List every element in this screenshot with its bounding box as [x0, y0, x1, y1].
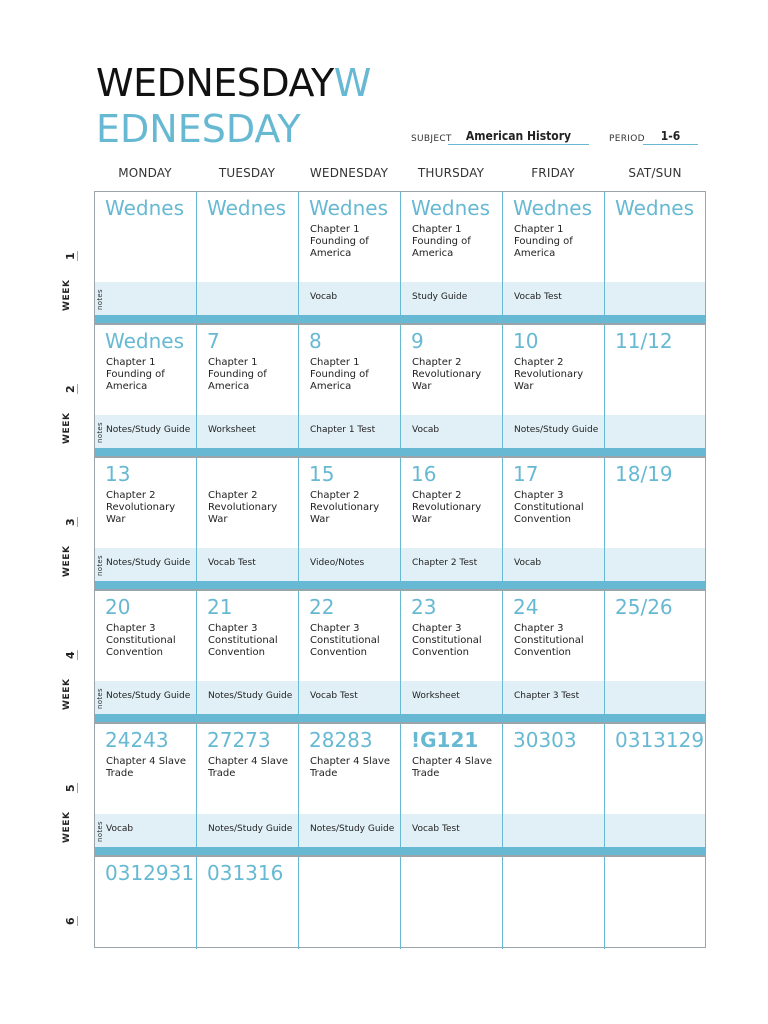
lesson-note: Chapter 2 Test: [412, 558, 478, 568]
week-block-2: [94, 324, 706, 457]
day-number: 11/12: [615, 329, 673, 353]
day-number: Wednes: [207, 196, 287, 220]
lesson-note: Notes/Study Guide: [106, 558, 191, 568]
day-cell[interactable]: [401, 192, 503, 317]
lesson-content: Chapter 2 Revolutionary War: [412, 357, 482, 392]
week-label: WEEK: [62, 678, 72, 710]
lesson-note: Vocab: [310, 292, 338, 302]
week-number-3: 3: [64, 518, 77, 526]
lesson-note: Vocab Test: [412, 824, 460, 834]
day-number: 15: [309, 462, 335, 486]
day-number: 23: [411, 595, 437, 619]
period-field[interactable]: 1-6: [643, 128, 698, 145]
page-title-line2: EDNESDAY: [96, 107, 301, 151]
day-cell[interactable]: [503, 458, 605, 583]
day-cell[interactable]: [605, 724, 707, 849]
day-cell[interactable]: [299, 325, 401, 450]
day-number: 24243: [105, 728, 169, 752]
lesson-note: Vocab: [106, 824, 134, 834]
week-block-4: [94, 590, 706, 723]
lesson-content: Chapter 3 Constitutional Convention: [208, 623, 278, 658]
week-number-4: 4: [64, 651, 77, 659]
day-cell[interactable]: [95, 591, 197, 716]
lesson-note: Notes/Study Guide: [514, 425, 599, 435]
lesson-content: Chapter 2 Revolutionary War: [514, 357, 584, 392]
lesson-content: Chapter 1 Founding of America: [412, 224, 471, 259]
day-header-0: MONDAY: [118, 166, 172, 180]
day-cell[interactable]: [95, 192, 197, 317]
week-block-1: [94, 191, 706, 324]
day-number: 9: [411, 329, 424, 353]
day-cell[interactable]: [605, 591, 707, 716]
day-cell[interactable]: [197, 724, 299, 849]
period-label: PERIOD: [609, 134, 645, 144]
title-dark-part: WEDNESDAY: [96, 61, 334, 105]
lesson-content: Chapter 1 Founding of America: [208, 357, 267, 392]
week-number-5: 5: [64, 784, 77, 792]
day-number: 0313129: [615, 728, 705, 752]
day-cell[interactable]: [95, 325, 197, 450]
week-block-3: [94, 457, 706, 590]
day-cell[interactable]: [401, 458, 503, 583]
day-cell[interactable]: [197, 325, 299, 450]
day-number: 18/19: [615, 462, 673, 486]
day-cell[interactable]: [299, 724, 401, 849]
day-number: Wednes: [411, 196, 491, 220]
lesson-note: Notes/Study Guide: [106, 691, 191, 701]
notes-label: notes: [96, 289, 104, 310]
lesson-note: Study Guide: [412, 292, 468, 302]
day-header-5: SAT/SUN: [628, 166, 682, 180]
lesson-content: Chapter 1 Founding of America: [106, 357, 165, 392]
day-cell[interactable]: [197, 192, 299, 317]
week-label: WEEK: [62, 412, 72, 444]
lesson-note: Vocab Test: [208, 558, 256, 568]
day-number: 24: [513, 595, 539, 619]
day-cell[interactable]: [95, 857, 197, 941]
week-label: WEEK: [62, 279, 72, 311]
lesson-note: Vocab: [412, 425, 440, 435]
lesson-content: Chapter 1 Founding of America: [514, 224, 573, 259]
lesson-content: Chapter 2 Revolutionary War: [412, 490, 482, 525]
week-number-1: 1: [64, 252, 77, 260]
day-number: 27273: [207, 728, 271, 752]
lesson-content: Chapter 4 Slave Trade: [412, 756, 493, 779]
lesson-note: Vocab Test: [514, 292, 562, 302]
lesson-note: Notes/Study Guide: [106, 425, 191, 435]
day-number: 031316: [207, 861, 284, 885]
lesson-content: Chapter 3 Constitutional Convention: [310, 623, 380, 658]
lesson-content: Chapter 3 Constitutional Convention: [412, 623, 482, 658]
day-number: 10: [513, 329, 539, 353]
lesson-content: Chapter 4 Slave Trade: [106, 756, 187, 779]
day-number: Wednes: [513, 196, 593, 220]
lesson-note: Chapter 1 Test: [310, 425, 376, 435]
notes-label: notes: [96, 422, 104, 443]
day-number: 21: [207, 595, 233, 619]
day-header-3: THURSDAY: [417, 166, 485, 180]
day-cell[interactable]: [299, 591, 401, 716]
day-number: 25/26: [615, 595, 673, 619]
lesson-note: Worksheet: [208, 425, 256, 435]
lesson-content: Chapter 4 Slave Trade: [208, 756, 289, 779]
notes-label: notes: [96, 688, 104, 709]
day-cell[interactable]: [605, 325, 707, 450]
lesson-note: Notes/Study Guide: [208, 824, 293, 834]
day-cell[interactable]: [503, 724, 605, 849]
day-number: 0312931: [105, 861, 195, 885]
day-cell[interactable]: [197, 458, 299, 583]
day-cell[interactable]: [299, 192, 401, 317]
lesson-content: Chapter 2 Revolutionary War: [208, 490, 278, 525]
day-number: 16: [411, 462, 437, 486]
day-cell[interactable]: [605, 857, 707, 941]
day-cell[interactable]: [401, 724, 503, 849]
lesson-note: Video/Notes: [310, 558, 365, 568]
day-cell[interactable]: [503, 591, 605, 716]
day-number: Wednes: [105, 329, 185, 353]
lesson-content: Chapter 4 Slave Trade: [310, 756, 391, 779]
lesson-note: Notes/Study Guide: [208, 691, 293, 701]
day-number: 13: [105, 462, 131, 486]
subject-field[interactable]: American History: [448, 128, 589, 145]
day-cell[interactable]: [95, 458, 197, 583]
lesson-content: Chapter 2 Revolutionary War: [310, 490, 380, 525]
day-cell[interactable]: [401, 857, 503, 941]
page-title: [96, 60, 371, 106]
day-header-4: FRIDAY: [531, 166, 575, 180]
lesson-content: Chapter 3 Constitutional Convention: [106, 623, 176, 658]
day-cell[interactable]: [197, 591, 299, 716]
day-number: 17: [513, 462, 539, 486]
day-cell[interactable]: [299, 458, 401, 583]
day-cell[interactable]: [605, 458, 707, 583]
day-number: Wednes: [615, 196, 695, 220]
lesson-note: Notes/Study Guide: [310, 824, 395, 834]
day-cell[interactable]: [503, 325, 605, 450]
week-label: WEEK: [62, 811, 72, 843]
day-number: 22: [309, 595, 335, 619]
day-cell[interactable]: [503, 192, 605, 317]
day-number: 30303: [513, 728, 577, 752]
day-number: Wednes: [309, 196, 389, 220]
lesson-note: Worksheet: [412, 691, 460, 701]
day-number: 8: [309, 329, 322, 353]
week-block-5: [94, 723, 706, 856]
notes-label: notes: [96, 821, 104, 842]
week-block-6: [94, 856, 706, 948]
day-cell[interactable]: [299, 857, 401, 941]
title-blue-part: W: [333, 61, 371, 105]
day-number: 7: [207, 329, 220, 353]
day-cell[interactable]: [95, 724, 197, 849]
lesson-content: Chapter 3 Constitutional Convention: [514, 623, 584, 658]
day-header-1: TUESDAY: [218, 166, 276, 180]
day-cell[interactable]: [197, 857, 299, 941]
day-cell[interactable]: [605, 192, 707, 317]
day-cell[interactable]: [401, 325, 503, 450]
week-number-6: 6: [64, 917, 77, 925]
day-cell[interactable]: [503, 857, 605, 941]
lesson-content: Chapter 1 Founding of America: [310, 357, 369, 392]
day-number: !G121: [411, 728, 479, 752]
lesson-note: Vocab Test: [310, 691, 358, 701]
lesson-note: Vocab: [514, 558, 542, 568]
notes-label: notes: [96, 555, 104, 576]
subject-label: SUBJECT: [411, 134, 452, 144]
day-number: Wednes: [105, 196, 185, 220]
week-number-2: 2: [64, 385, 77, 393]
lesson-content: Chapter 1 Founding of America: [310, 224, 369, 259]
day-number: 28283: [309, 728, 373, 752]
day-cell[interactable]: [401, 591, 503, 716]
lesson-content: Chapter 2 Revolutionary War: [106, 490, 176, 525]
lesson-content: Chapter 3 Constitutional Convention: [514, 490, 584, 525]
day-number: 20: [105, 595, 131, 619]
lesson-note: Chapter 3 Test: [514, 691, 580, 701]
day-header-2: WEDNESDAY: [309, 166, 389, 180]
week-label: WEEK: [62, 545, 72, 577]
